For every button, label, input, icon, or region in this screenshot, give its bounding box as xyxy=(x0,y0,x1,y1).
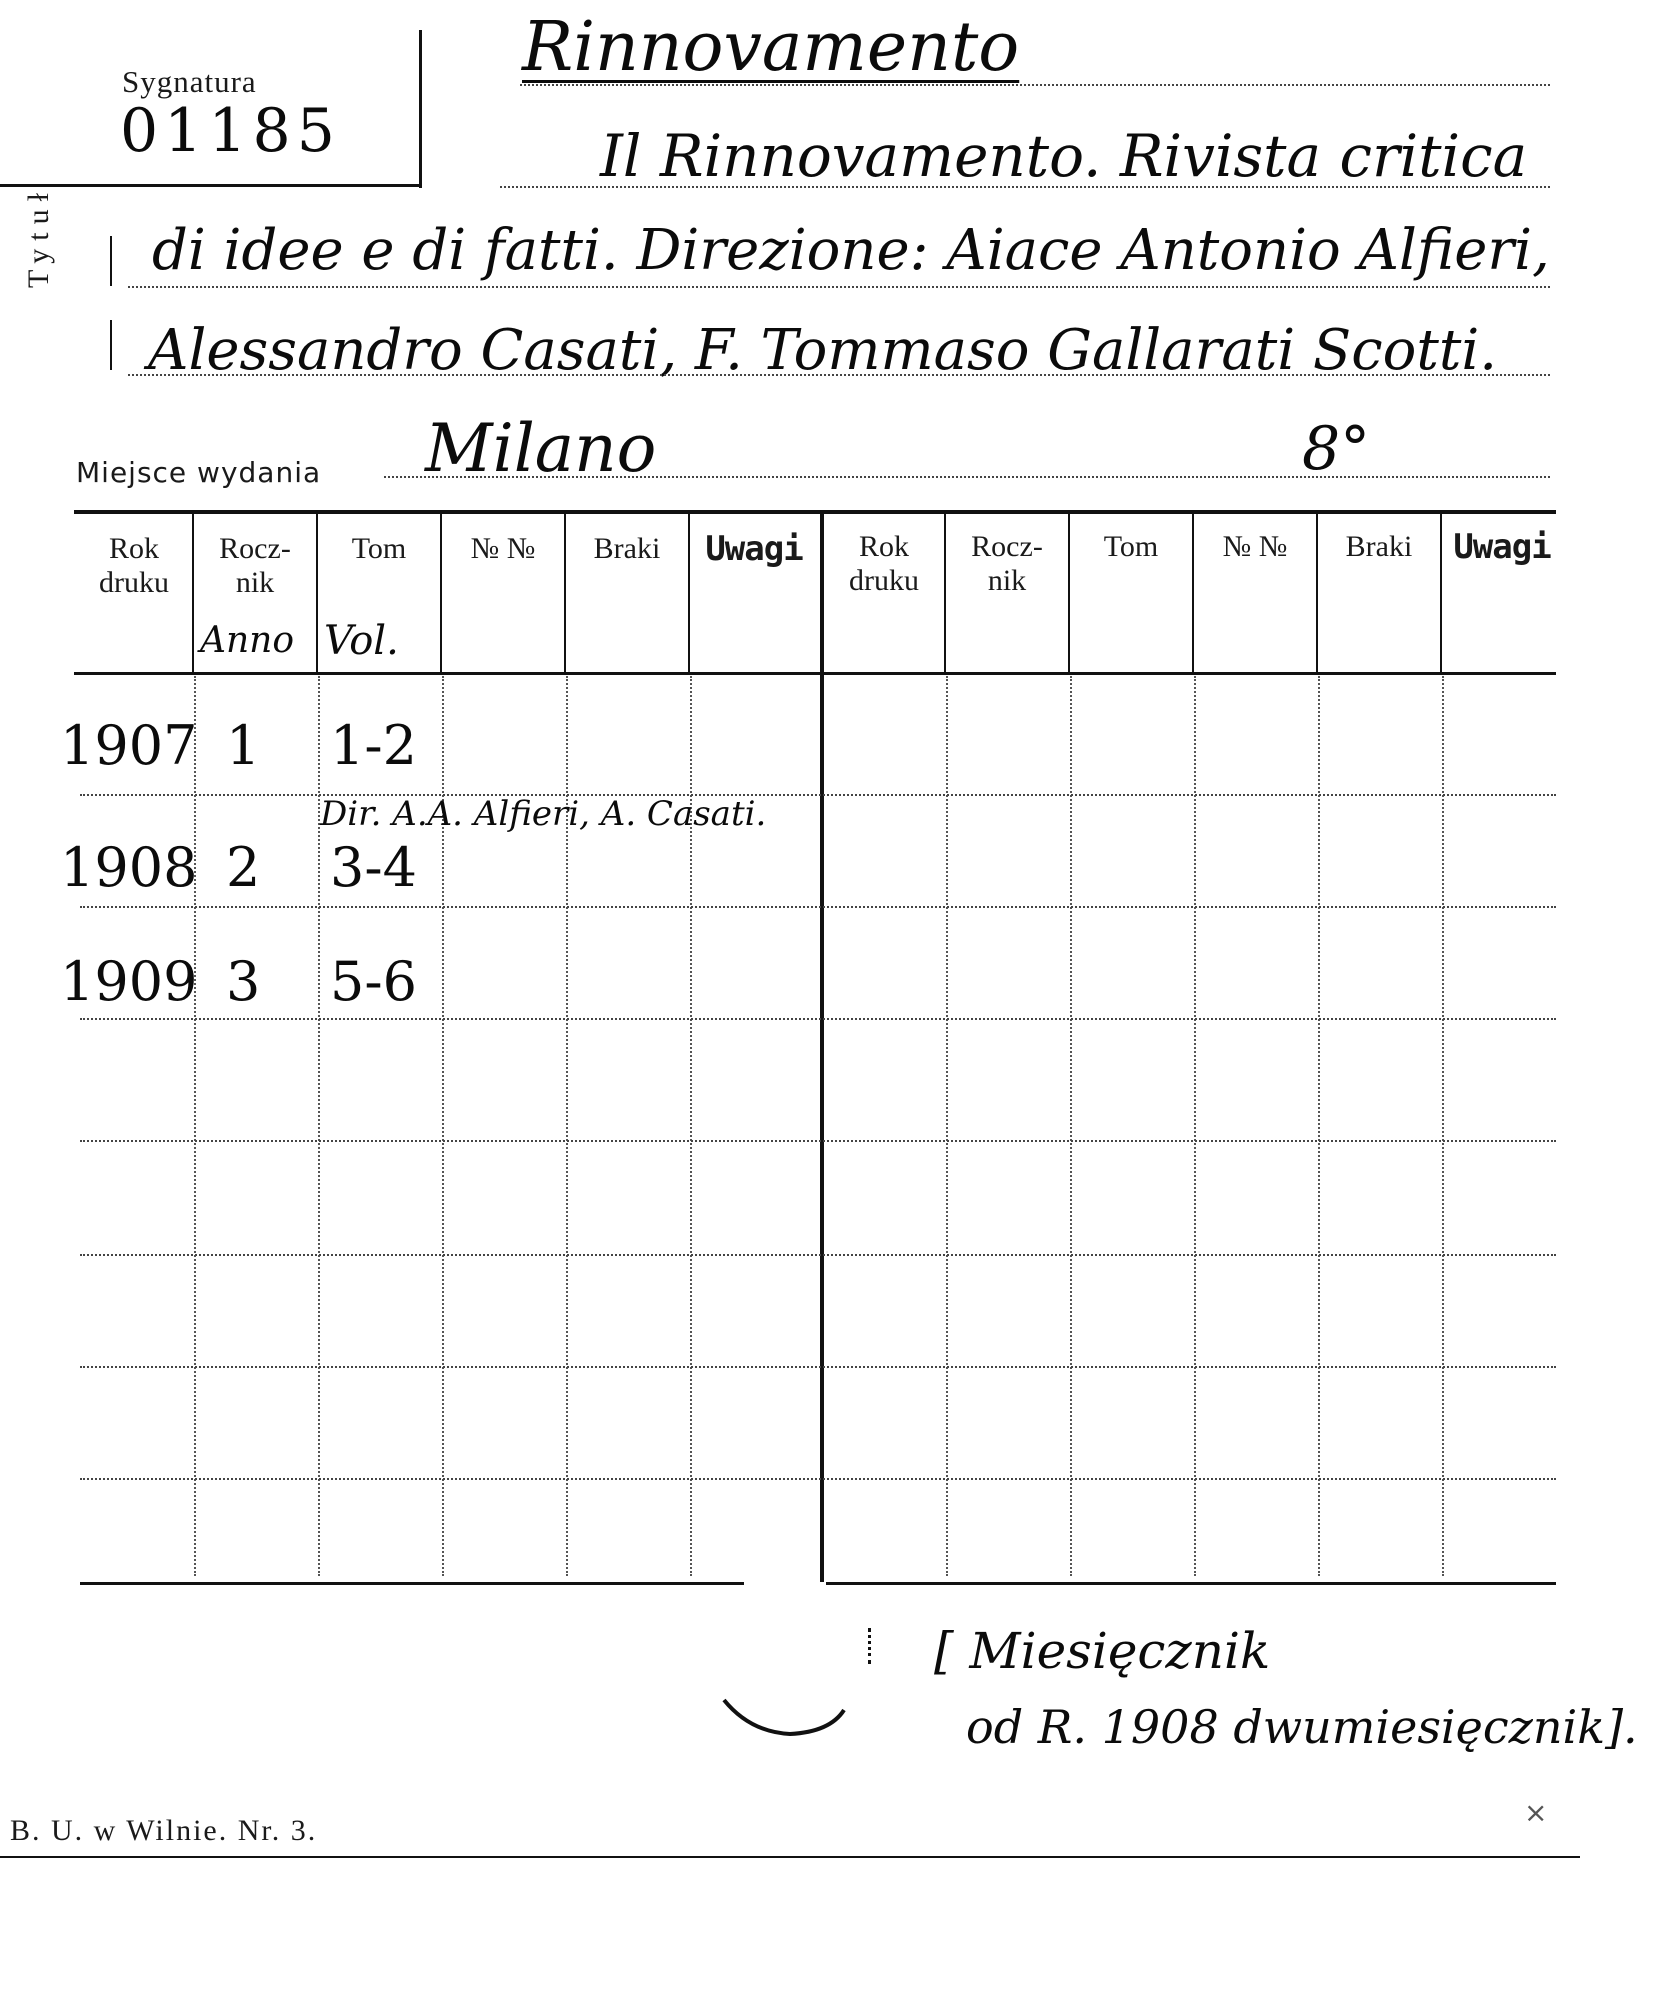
row-note: Dir. A.A. Alfieri, A. Casati. xyxy=(320,794,767,834)
row-3-rocznik: 3 xyxy=(226,950,261,1013)
pencil-tick-mark xyxy=(868,1628,874,1664)
col-header-braki-left: Braki xyxy=(593,532,661,565)
row-2-tom: 3-4 xyxy=(330,836,417,899)
table-top-rule xyxy=(74,510,1556,514)
table-header-rule xyxy=(74,672,1556,675)
col-dot-r1 xyxy=(946,676,948,1576)
col-header-rocznik-right: Rocz- nik xyxy=(971,530,1043,597)
col-dot-r3 xyxy=(1194,676,1196,1576)
footer-rule xyxy=(0,1856,1580,1858)
signature-box-divider xyxy=(419,30,422,188)
row-rule-7 xyxy=(80,1478,1556,1480)
title-line-3: Alessandro Casati, F. Tommaso Gallarati Scotti. xyxy=(148,318,1498,383)
row-rule-4 xyxy=(80,1140,1556,1142)
short-title-line xyxy=(520,84,1550,86)
row-3-tom: 5-6 xyxy=(330,950,417,1013)
signature-value: 01185 xyxy=(120,96,341,166)
row-rule-6 xyxy=(80,1366,1556,1368)
col-header-tom-left: Tom xyxy=(351,532,407,565)
row-rule-5 xyxy=(80,1254,1556,1256)
table-bottom-rule-left xyxy=(80,1582,744,1585)
col-header-uwagi-right: Uwagi xyxy=(1453,527,1551,567)
row-rule-2 xyxy=(80,906,1556,908)
col-header-nn-left: № № xyxy=(470,532,536,565)
row-2-rok: 1908 xyxy=(60,836,198,899)
title-line-2-rule xyxy=(128,286,1550,288)
col-header-uwagi-left: Uwagi xyxy=(705,529,803,569)
footer-imprint: B. U. w Wilnie. Nr. 3. xyxy=(10,1814,318,1847)
row-2-rocznik: 2 xyxy=(226,836,261,899)
col-header-rocznik-left: Rocz- nik xyxy=(219,532,291,599)
row-3-rok: 1909 xyxy=(60,950,198,1013)
table-bottom-rule-right xyxy=(826,1582,1556,1585)
row-rule-3 xyxy=(80,1018,1556,1020)
signature-label: Sygnatura xyxy=(122,64,257,99)
title-side-bar-1 xyxy=(110,236,112,286)
subhead-vol: Vol. xyxy=(324,618,399,664)
col-header-tom-right: Tom xyxy=(1103,530,1159,563)
col-header-rok-left: Rok druku xyxy=(99,532,169,599)
subhead-anno: Anno xyxy=(200,620,295,661)
note-line-2: od R. 1908 dwumiesięcznik]. xyxy=(966,1700,1638,1754)
col-dot-l1 xyxy=(194,676,196,1576)
format-value: 8° xyxy=(1302,414,1371,484)
row-1-tom: 1-2 xyxy=(330,714,417,777)
col-header-braki-right: Braki xyxy=(1345,530,1413,563)
note-line-1: [ Miesięcznik xyxy=(934,1622,1271,1680)
table-center-divider xyxy=(820,512,824,1582)
title-line-1-rule xyxy=(500,186,1550,188)
col-dot-r4 xyxy=(1318,676,1320,1576)
title-line-1: Il Rinnovamento. Rivista critica xyxy=(600,122,1528,190)
row-1-rok: 1907 xyxy=(60,714,198,777)
place-label: Miejsce wydania xyxy=(76,456,322,489)
row-1-rocznik: 1 xyxy=(226,714,261,777)
col-header-rok-right: Rok druku xyxy=(849,530,919,597)
title-line-3-rule xyxy=(128,374,1550,376)
col-header-nn-right: № № xyxy=(1222,530,1288,563)
place-value: Milano xyxy=(425,410,657,487)
col-dot-r5 xyxy=(1442,676,1444,1576)
row-rule-1 xyxy=(80,794,1556,796)
signature-box-bottom xyxy=(0,184,421,187)
short-title: Rinnovamento xyxy=(522,8,1020,87)
title-side-bar-2 xyxy=(110,320,112,370)
place-rule xyxy=(384,476,1550,478)
title-side-label: Tytuł xyxy=(22,185,55,288)
col-dot-r2 xyxy=(1070,676,1072,1576)
corner-pencil-mark: × xyxy=(1524,1796,1548,1829)
pencil-curve-mark xyxy=(720,1690,850,1750)
title-line-2: di idee e di fatti. Direzione: Aiace Antonio Alfieri, xyxy=(152,218,1550,283)
